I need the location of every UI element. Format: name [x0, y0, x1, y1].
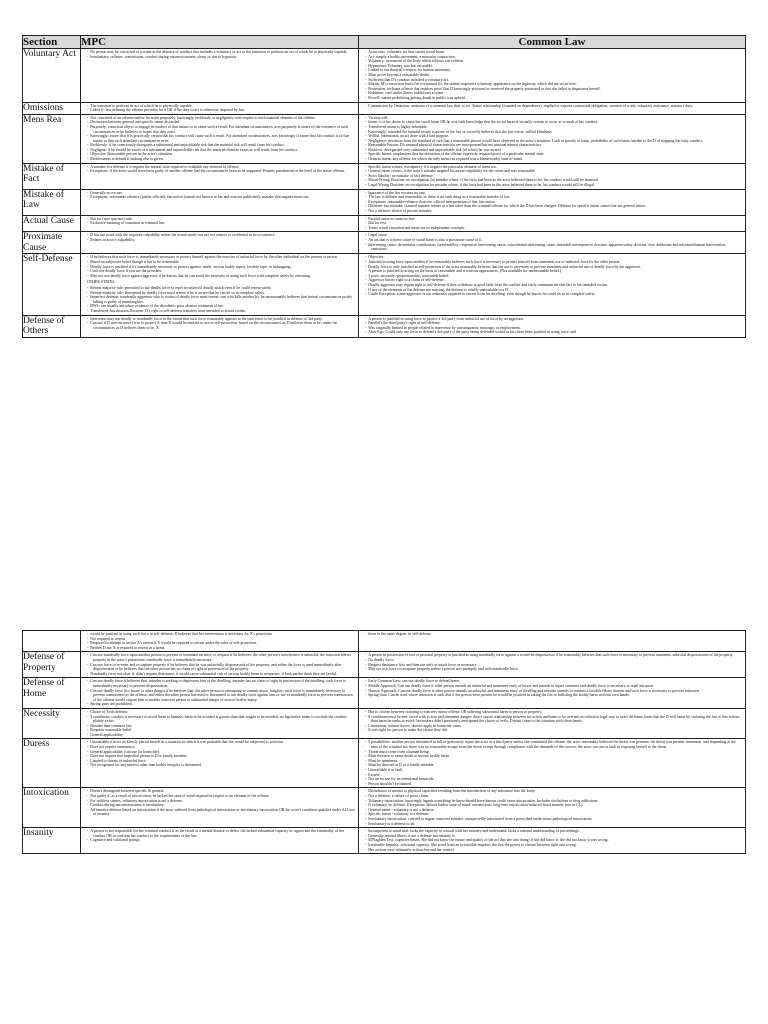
table-row-necessity — [23, 708, 746, 739]
bullet-point: - Generally no excuse. — [85, 191, 355, 196]
bullet-point: - Moral-Wrong Doctrine: no exculpation for mistake where, if the facts had been as the actor believed them to be, his conduct would still be immoral. — [363, 178, 742, 183]
section-title-mens-rea: Mens Rea — [23, 114, 81, 163]
section-title-actual-cause: Actual Cause — [23, 215, 81, 232]
bullet-point: - Strict liability: no mistake of fact defense. — [363, 174, 742, 179]
common-law-list — [359, 49, 745, 102]
table-row-mistake-of-fact — [23, 163, 746, 189]
mpc-cell-duress — [81, 739, 359, 788]
section-title-duress: Duress — [23, 739, 81, 788]
bullet-point: - Robinson: can't make illness (addiction) a crime. — [363, 91, 742, 96]
bullet-point: - Sufficient that D's conduct included a voluntary act. — [363, 78, 742, 83]
bullet-point: - Factual cause or cause-in-fact — [363, 217, 742, 222]
bullet-point: - A person in possession of real or personal property is justified in using nondeadly force against a would-be dispossessor if he reasonably believes that such force is necessary to prevent imminent, unlawful dispossession of the property. — [363, 653, 742, 658]
mpc-list — [81, 316, 358, 332]
bullet-point: - Legal-Wrong Doctrine: no exculpation for mistake where, if the facts had been as the actor believed them to be, his conduct would still be illegal. — [363, 183, 742, 188]
bullet-point: - Can use if D uses no more force to protect X than D would be entitled to use in self-protection, based on the circumstances as D believes them to be; under the circumstances as D believes them to be, X — [85, 321, 355, 330]
bullet-point: - Her actions were ultimately actions beyond her control. — [363, 848, 742, 853]
bullet-point: - Negligence: deviation from the standard of care that a reasonable person would have observed in the actor's situation. Look at gravity of harm, probability of such harm, burden to the D of stopping the risky conduct. — [363, 139, 742, 144]
outline-table-page-2 — [22, 630, 746, 854]
bullet-point: - Must prove beyond a reasonable doubt. — [363, 73, 742, 78]
section-title-voluntary-act: Voluntary Act — [23, 49, 81, 103]
bullet-point: - Purposely: conscious object to engage in conduct of that nature or to cause such a result. For attendant circumstances, acts purposely if aware of the existence of such circumstances or he believes or hopes that they exist. — [85, 125, 355, 134]
bullet-point: - Knowingly: intended the harmful result; is aware of the fact or correctly believes that the fact exists; willful blindness. — [363, 130, 742, 135]
bullet-point: - Involuntary: reflexes, convulsions, conduct during unconsciousness, sleep, or due to hypnosis. — [85, 55, 355, 60]
common-law-list — [359, 232, 745, 252]
mpc-cell-actual-cause — [81, 215, 359, 232]
mpc-list — [81, 115, 358, 163]
table-row-voluntary-act — [23, 49, 746, 103]
bullet-point: - General applicability. — [85, 733, 355, 738]
common-law-cell-intoxication — [359, 788, 746, 828]
section-title-defense-of-home: Defense of Home — [23, 678, 81, 709]
table-row-mistake-of-law — [23, 189, 746, 215]
common-law-list — [359, 103, 745, 110]
bullet-point: - force in the same degree, in self-defense. — [363, 632, 742, 637]
bullet-point: - A person is justified in acting on the basis of reasonable and erroneous appearances. (Not available for unreasonable belief.) — [363, 269, 742, 274]
bullet-point: - May not use deadly force against aggressor if he knows that he can avoid the necessity of using such force with complete safety by retreating. — [85, 274, 355, 279]
section-title-intoxication: Intoxication — [23, 788, 81, 828]
common-law-list — [359, 115, 745, 163]
bullet-point: - Narrow Approach: Can use deadly force if other person intends an unlawful and imminent entry of dwelling and intruder intends to commit a forcible felony therein and such force is necessary to prevent intrusion. — [363, 689, 742, 694]
mpc-cell-continued — [81, 631, 359, 652]
bullet-point: - Transferred-Justification Doctrine: D's right to self-defense transfers from intended to actual victim. — [85, 309, 355, 314]
bullet-point: - 3 conditions: conduct is necessary to avoid harm to himself; harm to be avoided is greater than that sought to be avoided; no legislative intent to exclude the conduct plainly exists. — [85, 715, 355, 724]
bullet-point: - Deadly aggressor may regain right to self-defense if they withdraw in good faith from the conflict and fairly communicate that fact to his intended victim. — [363, 283, 742, 288]
mpc-list — [81, 709, 358, 739]
bullet-point: - Based on subjective belief though it has to be reasonable. — [85, 260, 355, 265]
bullet-point: - A person is justified in using force to protect a 3rd party from unlawful use of force by an aggressor. — [363, 317, 742, 322]
mpc-cell-mens-rea — [81, 114, 359, 163]
bullet-point: - Person shouldn't be blamed. — [363, 782, 742, 787]
common-law-cell-defense-of-property — [359, 652, 746, 678]
table-row-self-defense — [23, 254, 746, 315]
bullet-point: - Not recognized for any interest other than bodily integrity is threatened. — [85, 763, 355, 768]
mpc-cell-insanity — [81, 828, 359, 854]
bullet-point: - Reckless: disregarded very substantial and unjustifiable risk (of which he was aware). — [363, 148, 742, 153]
bullet-point: - If any of the elements of the defense are missing, the defense is wholly unavailable to a D. — [363, 288, 742, 293]
bullet-point: - If he believes that such force is immediately necessary to protect himself against the exercise of unlawful force by the other individual on the present occasion. — [85, 255, 355, 260]
bullet-point: - Nondeadly force not okay if: didn't request desistance; it would cause substantial risk of serious bodily harm to trespasser; if both parties think they are lawful. — [85, 672, 355, 677]
common-law-cell-necessity — [359, 708, 746, 739]
common-law-cell-mens-rea — [359, 114, 746, 163]
bullet-point: - Martin: M's conviction had to be overturned b/c the statute required a voluntary appearance on the highway, which did not occur here. — [363, 82, 742, 87]
table-row-insanity — [23, 828, 746, 854]
bullet-point: - Can use nondeadly force upon another person to prevent or terminate an entry or trespass if he believes: the other person's interference is unlawful; the intrusion affects property in the actor's possession; nondeadly force is immediately necessary. — [85, 653, 355, 662]
bullet-point: - Can use deadly force (for house or other things) if he believes that: the other person is attempting to commit arson, burglary; such force is immediately necessary to prevent commission of the offense; and either the other person has used or threatened to use deadly force against him or use of nondeadly force to prevent commission of the offense would expose him to another innocent person to substantial danger of serious bodily injury. — [85, 689, 355, 703]
common-law-list — [359, 678, 745, 698]
bullet-point: - 6 conditions must be met: faced with a clear and imminent danger; direct causal relationship between his action and harm to be averted; no effective legal way to avert the harm; harm that the D will cause by violating the law is less serious than harm he seeks to avoid; lawmakers didn't previously anticipated the choice of evils; D must come to the situation with clean hands. — [363, 715, 742, 724]
bullet-point: - Justified in using force upon another if he reasonably believes such force is necessary to protect himself from imminent use of unlawful force by the other person. — [363, 260, 742, 265]
bullet-point: - But for test. — [363, 221, 742, 226]
bullet-point: - Required to attempt to secure X's retreat if X would be required to retreat under the rules of self-protection. — [85, 641, 355, 646]
mpc-cell-intoxication — [81, 788, 359, 828]
mpc-list — [81, 678, 358, 708]
outline-table-page-1 — [22, 35, 746, 338]
mpc-list — [81, 652, 358, 677]
mpc-cell-necessity — [81, 708, 359, 739]
bullet-point: - Can't use deadly force if you are the provoker. — [85, 269, 355, 274]
mpc-list — [81, 788, 358, 818]
bullet-point: - But for (sine qua non) rule. — [85, 217, 355, 222]
bullet-point: - Castle Exception: a non-aggressor is not ordinarily required to retreat from his dwelling, even though he knows he could do so in complete safety. — [363, 292, 742, 297]
common-law-list — [359, 316, 745, 336]
bullet-point: - Request desistance first and then use only as much force as necessary. — [363, 663, 742, 668]
outline-page-2 — [22, 630, 745, 1024]
bullet-point: - Unavailable if at fault. — [363, 768, 742, 773]
bullet-point: - Disturbance of mental or physical capacities resulting from the introduction of any substance into the body. — [363, 789, 742, 794]
bullet-point: - Different-law mistake: claimed mistake relates to a law other than the criminal offense for which the D has been charged. Defense for specific intent crimes but not general intent. — [363, 204, 742, 209]
common-law-cell-self-defense — [359, 254, 746, 315]
bullet-point: - Specific Intent: emphasizes that the definition of the offense expressly required proof of a particular mental state. — [363, 152, 742, 157]
bullet-point: - Vicious will. — [363, 116, 742, 121]
table-row-omissions — [23, 102, 746, 114]
common-law-list — [359, 739, 745, 787]
table-row-mens-rea — [23, 114, 746, 163]
common-law-cell-actual-cause — [359, 215, 746, 232]
bullet-point: - D has not acted with the requisite culpability unless the actual result was not too remote or accidental in its occurrence. — [85, 233, 355, 238]
bullet-point: - Exceptions: if the actor would have been guilty of another offense had the circumstances been as he supposed. Permits punishment at the level of the lesser offense. — [85, 169, 355, 174]
bullet-point: - Involuntary intoxication: coerced to ingest; innocent mistake; unexpectedly intoxicated from a prescribed medication; pathological intoxication. — [363, 817, 742, 822]
bullet-point: - The omission to perform an act of which he is physically capable. — [85, 104, 355, 109]
bullet-point: - Has to choose between violating a relatively minor offense OR suffering substantial harm to person or property. — [363, 710, 742, 715]
bullet-point: - Can use deadly force if believes that: intruder is seeking to dispossess him of the dwelling; intruder has no claim of right to possession of the dwelling; such force is immediately necessary to prevent dispossession. — [85, 679, 355, 688]
mpc-cell-omissions — [81, 102, 359, 114]
bullet-point: - Must threaten to cause death or serious bodily harm. — [363, 754, 742, 759]
bullet-point: - Not a defense: advice of private attorney. — [363, 209, 742, 214]
bullet-point: - Liable if: law defining the offense provides for it OR if the duty to act is otherwise imposed by law. — [85, 108, 355, 113]
bullet-point: - Deadly force is only justified in self-protection if the actor reasonably believes that the use is necessary to prevent imminent and unlawful use of deadly force by the aggressor. — [363, 265, 742, 270]
bullet-point: - Act: simply a bodily movement, a muscular contraction. — [363, 55, 742, 60]
bullet-point: - Actus reus: voluntary act that causes social harm. — [363, 50, 742, 55]
common-law-list — [359, 631, 745, 638]
bullet-point: - Generally, mental illness is not a defense but insanity is. — [363, 834, 742, 839]
bullet-point: - Aggressor has no right to a claim of self-defense. — [363, 278, 742, 283]
bullet-point: - Not guilty if, as a result of intoxication, he lacked the state of mind required in respect to an element of the offense. — [85, 794, 355, 799]
bullet-point: - May not use force to recapture property unless a person acts promptly and with nondeadly force. — [363, 667, 742, 672]
bullet-point: - Commission by Omission: omission of a common law duty to act. Status relationship (founded on dependence), implied or express contractual obligation, creation of a risk, voluntary assistance, statutory duty. — [363, 104, 742, 109]
mpc-cell-defense-of-others — [81, 315, 359, 337]
bullet-point: - Willful: intentional; an act done with a bad purpose. — [363, 134, 742, 139]
bullet-point: - Retreat minority rule: threatened by deadly force must retreat if he is aware that he can do so in complete safety. — [85, 291, 355, 296]
common-law-list — [359, 216, 745, 232]
mpc-list — [81, 631, 358, 651]
bullet-point: - Objective: Reasonable person in the actor's situation. — [85, 152, 355, 157]
bullet-point: - For reckless crimes, voluntary intoxication is not a defense. — [85, 799, 355, 804]
bullet-point: - Spring guns are prohibited. — [85, 702, 355, 707]
bullet-point: - Does not require that imperiled person is D or family member. — [85, 754, 355, 759]
bullet-point: - It was right for person to make the choice they did. — [363, 728, 742, 733]
bullet-point: - Cognitive and volitional prongs. — [85, 838, 355, 843]
mpc-list — [81, 190, 358, 201]
other-states-label: OTHER STATES: — [87, 280, 116, 285]
table-row-defense-of-property — [23, 652, 746, 678]
bullet-point: - General Intent: any offense for which the only mens rea required was a blameworthy state of mind. — [363, 157, 742, 162]
bullet-point: - Objective. — [363, 255, 742, 260]
section-title-mistake-of-fact: Mistake of Fact — [23, 163, 81, 189]
bullet-point: - The law is definite and reasonable, so there is no such thing as a reasonable mistake of law. — [363, 195, 742, 200]
bullet-point: - would be justified in using such force in self-defense; D believes that her intervention is necessary for X's protection. — [85, 632, 355, 637]
bullet-point: - Voluntary: movement of the body which follows our volition. — [363, 59, 742, 64]
section-title-defense-of-property: Defense of Property — [23, 652, 81, 678]
mpc-cell-mistake-of-law — [81, 189, 359, 215]
table-row-actual-cause — [23, 215, 746, 232]
common-law-cell-voluntary-act — [359, 49, 746, 103]
section-title-insanity: Insanity — [23, 828, 81, 854]
bullet-point: - Limited to threats of unlawful force. — [85, 759, 355, 764]
bullet-point: - Hypnotism: Voluntary acts but excusable. — [363, 64, 742, 69]
section-title-mistake-of-law: Mistake of Law — [23, 189, 81, 215]
section-title-self-defense: Self-Defense — [23, 254, 81, 315]
bullet-point: - General applicability (can use for homicide). — [85, 750, 355, 755]
bullet-point: - Exceptions: reasonable-reliance doctrine, official interpretation of law, fair notice. — [363, 200, 742, 205]
common-law-cell-mistake-of-fact — [359, 163, 746, 189]
bullet-point: - Treats actual causation and mens rea as independent concepts. — [363, 226, 742, 231]
mpc-list — [81, 164, 358, 175]
mpc-cell-mistake-of-fact — [81, 163, 359, 189]
mpc-cell-proximate-cause — [81, 232, 359, 254]
bullet-point: - Affirmative defense based on intoxication if the actor suffered from pathological intoxication or involuntary intoxication OR the actor's condition qualifies under ALI test of insanity. — [85, 808, 355, 817]
bullet-point: - An act that is a direct cause of social harm is also a proximate cause of it. — [363, 238, 742, 243]
bullet-point: - Voluntary intoxication: knowingly ingests something he knew/should have known could cause intoxication. Includes alcoholism or drug addictions. — [363, 799, 742, 804]
bullet-point: - Irresistible Impulse: volitional capacity. She acted from an irresistible impulse; she lost the power to choose between right and wrong. — [363, 843, 742, 848]
bullet-point: - Early Common Law: can use deadly force to defend home. — [363, 679, 742, 684]
bullet-point: - Intervenor may use deadly or nondeadly force to the extent that such force reasonably appears to the intervenor to be justified in defense of 3rd party. — [85, 317, 355, 322]
bullet-point: - BWS: can usually introduce evidence of the decedent's prior abusive treatment of her. — [85, 304, 355, 309]
bullet-point: - Parallel's the third party's right of self-defense. — [363, 321, 742, 326]
table-row-intoxication — [23, 788, 746, 828]
bullet-point: - Spring Gun: Can be used where intrusion is such that if the person were present he would be justified in taking the life or inflicting the bodily harm with his own hands. — [363, 693, 742, 698]
bullet-point: - M'Naghten Test: cognitive based. She did not know the nature and quality of the act that she was doing; if she did know it, she did not know it was wrong. — [363, 838, 742, 843]
table-row-duress — [23, 739, 746, 788]
bullet-point: - Must be directed at D or a family member. — [363, 763, 742, 768]
bullet-point: - Broader than common law. — [85, 724, 355, 729]
bullet-point: - Incompetent to stand trial: lacks the capacity to consult with her attorney and understand; lacks a rational understanding of proceedings. — [363, 829, 742, 834]
bullet-point: - Transferred intent is highly debatable. — [363, 125, 742, 130]
bullet-point: - If voluntary, no defense. Exceptions: did not harbor state of mind; unconscious; long-term intoxication-induced fixed insanity (not in CL). — [363, 803, 742, 808]
bullet-point: - Possession: inchoate offense that requires proof that D knowingly procured or received the property possessed or that she failed to dispossess herself. — [363, 87, 742, 92]
section-title-omissions: Omissions — [23, 102, 81, 114]
common-law-list — [359, 190, 745, 215]
header-section: Section — [23, 36, 81, 49]
common-law-cell-defense-of-others — [359, 315, 746, 337]
bullet-point: - A person is not responsible for her criminal conduct if as the result of a mental disease or defect she lacked substantial capacity to: appreciate the criminality of her conduct OR to conform her conduct to the requirements of the law. — [85, 829, 355, 838]
section-title-defense-of-others: Defense of Others — [23, 315, 81, 337]
common-law-cell-duress — [359, 739, 746, 788]
bullet-point: - 5 possibilities: another person threatened to kill or grievously injure the actor or a third party unless she committed the offense; the actor reasonably believed the threat was genuine; the threat was present, imminent, and impending at the time of the criminal act; there was no reasonable escape from the threat except through compliance with the demands of the coercer; the actor was not at fault in exposing herself to the threat. — [363, 740, 742, 749]
bullet-point: - Excuse. — [363, 773, 742, 778]
section-title-continued — [23, 631, 81, 652]
bullet-point: - Ignorance of the law excuses no one. — [363, 191, 742, 196]
bullet-point: - Legal cause — [363, 233, 742, 238]
bullet-point: - Threat must come from a human being. — [363, 750, 742, 755]
bullet-point: - Negligent: if he should be aware of a substantial and unjustifiable risk that the material element exists or will result from his conduct. — [85, 148, 355, 153]
bullet-point: - Does not require imminency. — [85, 745, 355, 750]
common-law-list — [359, 254, 745, 297]
section-title-necessity: Necessity — [23, 708, 81, 739]
bullet-point: - No deadly force. — [363, 658, 742, 663]
mpc-cell-defense-of-home — [81, 678, 359, 709]
bullet-point: - Exceptions: reasonable reliance (public official); fair notice (statute not known to her and was not published); mistake that negates mens rea. — [85, 195, 355, 200]
bullet-point: - Relates to actor's culpability. — [85, 238, 355, 243]
mpc-list — [81, 103, 358, 114]
bullet-point: - Conduct during unconsciousness is involuntary. — [85, 803, 355, 808]
bullet-point: - Powell: statute prohibiting getting drunk in public was upheld. — [363, 96, 742, 101]
mpc-list — [81, 232, 358, 243]
outline-page-1 — [22, 35, 745, 565]
bullet-point: - Must be imminent. — [363, 759, 742, 764]
common-law-list — [359, 788, 745, 827]
bullet-point: - Involuntary is a defense to all. — [363, 822, 742, 827]
bullet-point: - Exclusive meaning of causation in criminal law. — [85, 221, 355, 226]
bullet-point: - 3 parts: necessity, proportionality, reasonable belief. — [363, 274, 742, 279]
mpc-list — [81, 49, 358, 65]
header-mpc: MPC — [81, 36, 359, 49]
bullet-point: - Can use force to re-enter and re-capture property if he believes that he was unlawfully dispossessed of the property; and either the force is used immediately after dispossession or he believes that the other person has no claim of right to possession of the property. — [85, 663, 355, 672]
mpc-list — [81, 739, 358, 769]
mpc-cell-voluntary-act — [81, 49, 359, 103]
bullet-point: - General intent crimes: if the actor's mistake negated his moral culpability for the crime and was reasonable. — [363, 169, 742, 174]
bullet-point — [85, 59, 355, 64]
table-row-proximate-cause — [23, 232, 746, 254]
common-law-list — [359, 164, 745, 189]
mpc-cell-defense-of-property — [81, 652, 359, 678]
bullet-point: - Deadly force is justified if it's immediately necessary to protect against: death, serious bodily injury, forcible rape, or kidnapping. — [85, 265, 355, 270]
bullet-point: - Doesn't distinguish between specific & general. — [85, 789, 355, 794]
bullet-point: - Not an excuse for an intentional homicide. — [363, 777, 742, 782]
bullet-point: - No person may be convicted of a crime in the absence of conduct that includes a voluntary or act or the omission to perform an act of which he is physically capable. — [85, 50, 355, 55]
bullet-point: - Reasonable Person: D's unusual physical characteristics are incorporated but not unusual mental characteristics. — [363, 143, 742, 148]
bullet-point: - Not convicted of an offense unless: he acted purposely, knowingly, recklessly or negligently with respect to each material element of the offense. — [85, 116, 355, 121]
bullet-point: - Linked to retributivist's respect for human autonomy. — [363, 68, 742, 73]
section-title-proximate-cause: Proximate Cause — [23, 232, 81, 254]
bullet-point: - Not required to retreat. — [85, 637, 355, 642]
bullet-point: - Not a defense; a failure of proof claim. — [363, 794, 742, 799]
bullet-point: - Middle Approach: Can use deadly force if other person intends an unlawful and imminent entry of house and intends to injure someone and deadly force is necessary to repel intrusion. — [363, 684, 742, 689]
common-law-cell-defense-of-home — [359, 678, 746, 709]
common-law-list — [359, 828, 745, 853]
common-law-cell-mistake-of-law — [359, 189, 746, 215]
mpc-list — [81, 216, 358, 227]
bullet-point: - Knowingly: aware that it is practically certain that his conduct will cause such a result. For attendant circumstances, acts knowingly if aware that his conduct is of that nature or that such attendant circumstances exist. — [85, 134, 355, 143]
bullet-point: - Recklessly: if he consciously disregards a substantial and unjustifiable risk that the material risk will result from his conduct. — [85, 143, 355, 148]
bullet-point: - Choice of Evils defense. — [85, 710, 355, 715]
other-states-list — [81, 285, 358, 315]
common-law-cell-proximate-cause — [359, 232, 746, 254]
table-header-row — [23, 36, 746, 49]
bullet-point: - Intent: it is his desire to cause the social harm OR he acts with knowledge that the social harm is virtually certain to occur as a result of his conduct. — [363, 120, 742, 125]
table-row-continued — [23, 631, 746, 652]
mpc-list — [81, 254, 358, 279]
bullet-point: - Was originally limited to people related to intervenor by consanguinity, marriage, or employment. — [363, 326, 742, 331]
bullet-point: - Distinction between general and specific intent discarded. — [85, 120, 355, 125]
mpc-cell-self-defense — [81, 254, 359, 315]
bullet-point: - Neither D nor X is required to retreat in a home. — [85, 646, 355, 651]
header-common-law: Common Law — [359, 36, 746, 49]
bullet-point: - General intent - voluntary is not a defense. — [363, 808, 742, 813]
table-row-defense-of-others — [23, 315, 746, 337]
common-law-cell-omissions — [359, 102, 746, 114]
bullet-point: - Limitations: natural forces; doesn't apply to homicide cases. — [363, 724, 742, 729]
common-law-list — [359, 709, 745, 734]
table-row-defense-of-home — [23, 678, 746, 709]
bullet-point: - Unavailable if actor recklessly placed herself in a situation in which it was probable that she would be subjected to coercion. — [85, 740, 355, 745]
mpc-list — [81, 828, 358, 844]
bullet-point: - Specific intent crimes: exculpatory if it negates the particular element of mens rea. — [363, 165, 742, 170]
bullet-point: - Retreat majority rule: permitted to use deadly force to repel an unlawful deadly attack even if he could retreat safely. — [85, 286, 355, 291]
bullet-point: - Imperfect defense: nondeadly aggressor who is victim of deadly force must retreat; one who kills another b/c he unreasonably believes that factual circumstances justify killing is guilty of manslaughter. — [85, 295, 355, 304]
bullet-point: - Specific intent - voluntary is a defense. — [363, 812, 742, 817]
common-law-cell-continued — [359, 631, 746, 652]
bullet-point: - A mistake is a defense if it negates the mental state required to establish any element of offense. — [85, 165, 355, 170]
bullet-point: - Recklessness is default if nothing else is given. — [85, 157, 355, 162]
bullet-point: - Requires reasonable belief. — [85, 728, 355, 733]
common-law-list — [359, 652, 745, 672]
bullet-point: - Alter Ego: Could only use force to defend a 3rd party if the party being defended would in fact have been justified in using force, and — [363, 330, 742, 335]
common-law-cell-insanity — [359, 828, 746, 854]
bullet-point: - Intervening cause: de minimis contribution; foreseeability; responsive intervening cause; coincidental intervening cause; intended-consequences doctrine, apparent-safety doctrine; free, deliberate and informed human intervention; omissions. — [363, 243, 742, 252]
